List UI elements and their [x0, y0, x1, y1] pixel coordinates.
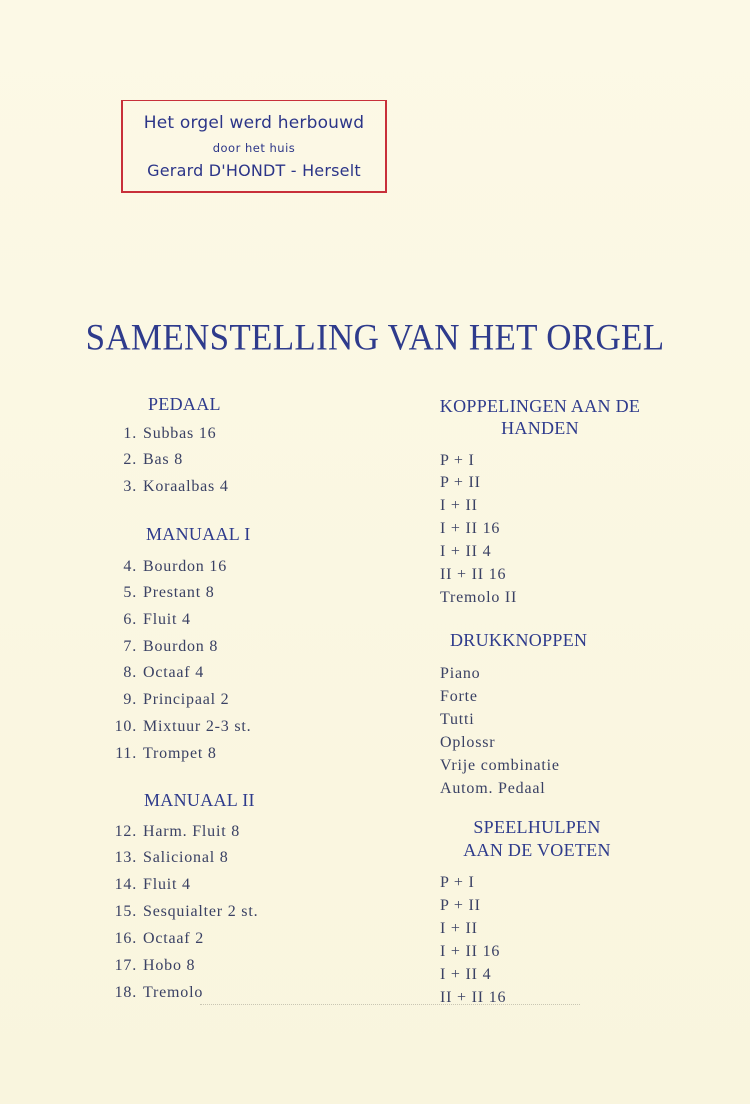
- page-title: SAMENSTELLING VAN HET ORGEL: [85, 317, 665, 358]
- list-item: I + II 4: [440, 543, 492, 560]
- list-item: 11. Trompet 8: [115, 745, 217, 762]
- list-item: 3. Koraalbas 4: [123, 478, 229, 495]
- heading-pedaal: PEDAAL: [148, 394, 221, 414]
- list-item: P + II: [440, 897, 481, 914]
- list-item: Oplossr: [440, 734, 496, 751]
- list-item: Piano: [440, 665, 481, 682]
- builder-stamp: [121, 100, 387, 193]
- list-item: Tremolo II: [440, 589, 518, 606]
- list-item: 5. Prestant 8: [123, 584, 215, 601]
- list-item: Forte: [440, 688, 478, 705]
- list-item: 18. Tremolo: [114, 984, 204, 1001]
- list-item: 6. Fluit 4: [123, 611, 191, 628]
- list-item: 2. Bas 8: [123, 451, 183, 468]
- list-item: 1. Subbas 16: [123, 425, 217, 442]
- stamp-line-3: Gerard D'HONDT - Herselt: [147, 161, 361, 180]
- list-item: Tutti: [440, 711, 475, 728]
- heading-manuaal-1: MANUAAL I: [146, 524, 251, 544]
- list-item: 7. Bourdon 8: [123, 638, 219, 655]
- list-item: II + II 16: [440, 989, 507, 1006]
- list-item: 13. Salicional 8: [114, 849, 229, 866]
- stamp-line-1: Het orgel werd herbouwd: [143, 113, 365, 133]
- heading-drukknoppen: DRUKKNOPPEN: [450, 630, 588, 650]
- list-item: Autom. Pedaal: [440, 780, 546, 797]
- list-item: P + I: [440, 452, 475, 469]
- list-item: I + II 16: [440, 943, 501, 960]
- list-item: P + I: [440, 874, 475, 891]
- list-item: I + II: [440, 920, 478, 937]
- heading-koppelingen-line-2: HANDEN: [501, 418, 579, 438]
- heading-koppelingen: KOPPELINGEN AAN DE: [439, 396, 641, 416]
- list-item: 14. Fluit 4: [114, 876, 191, 893]
- heading-manuaal-2: MANUAAL II: [144, 790, 255, 810]
- list-item: 15. Sesquialter 2 st.: [114, 903, 259, 920]
- list-item: 9. Principaal 2: [123, 691, 230, 708]
- stamp-line-2: door het huis: [212, 141, 296, 155]
- list-item: P + II: [440, 474, 481, 491]
- list-item: 16. Octaaf 2: [114, 930, 205, 947]
- heading-speelhulpen: SPEELHULPEN: [473, 817, 601, 837]
- list-item: I + II 4: [440, 966, 492, 983]
- list-item: 12. Harm. Fluit 8: [114, 823, 241, 840]
- list-item: Vrije combinatie: [440, 757, 560, 774]
- bottom-dotted-rule: [200, 1004, 580, 1006]
- list-item: 4. Bourdon 16: [123, 558, 227, 575]
- heading-speelhulpen-line-2: AAN DE VOETEN: [463, 840, 611, 860]
- list-item: II + II 16: [440, 566, 507, 583]
- list-item: I + II 16: [440, 520, 501, 537]
- list-item: 8. Octaaf 4: [123, 664, 205, 681]
- list-item: 17. Hobo 8: [114, 957, 196, 974]
- list-item: I + II: [440, 497, 478, 514]
- list-item: 10. Mixtuur 2-3 st.: [114, 718, 252, 735]
